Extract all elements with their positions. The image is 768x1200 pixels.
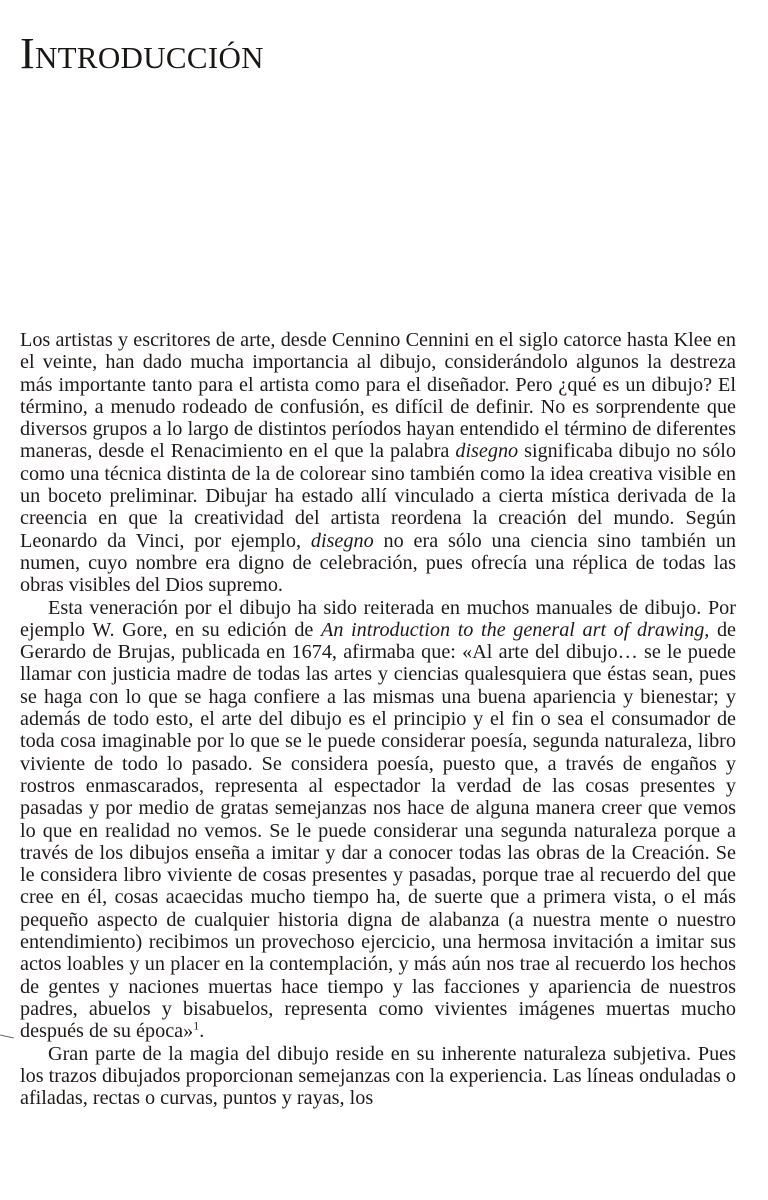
paragraph	[20, 597, 736, 1043]
italic-text: An introduction to the general art of drawing,	[321, 618, 710, 641]
paragraph	[20, 329, 736, 597]
italic-text: disegno	[455, 440, 519, 463]
chapter-title: Introducción	[20, 29, 264, 78]
footnote-reference: 1	[193, 1018, 200, 1033]
paragraph-text: Los artistas y escritores de arte, desde Cennino Cennini en el siglo catorce hasta Klee en el veinte, han dado mucha importancia al dibujo, considerándolo algunos la destreza más importante tanto para el artista como para el diseñador. Pero ¿qué es un dibujo? El término, a menudo rodeado de confusión, es difícil de definir. No es sorprendente que diversos grupos a lo largo de distintos períodos hayan entendido el término de diferentes maneras, desde el Renacimiento en el que la palabra	[20, 329, 736, 463]
margin-pencil-mark	[0, 1035, 14, 1039]
paragraph	[20, 1043, 736, 1110]
paragraph-text: Esta veneración por el dibujo ha sido reiterada en muchos manuales de dibujo. Por ejemplo W. Gore, en su edición de	[20, 596, 736, 641]
paragraph-text: significaba dibujo no sólo como una técnica distinta de la de colorear sino también como la idea creativa visible en un boceto preliminar. Dibujar ha estado allí vinculado a cierta mística derivada de la creencia en que la creatividad del artista reordena la creación del mundo. Según Leonardo da Vinci, por ejemplo,	[20, 440, 736, 552]
paragraph-text: .	[199, 1020, 205, 1043]
body-text	[20, 329, 736, 1109]
paragraph-text: de Gerardo de Brujas, publicada en 1674, afirmaba que: «Al arte del dibujo… se le puede llamar con justicia madre de todas las artes y ciencias qualesquiera que éstas sean, pues se haga con lo que se haga confiere a las mismas una buena apariencia y bienestar; y además de todo esto, el arte del dibujo es el principio y el fin o sea el consumador de toda cosa imaginable por lo que se le puede considerar poesía, segunda naturaleza, libro viviente de todo lo pasado. Se considera poesía, puesto que, a través de engaños y rostros enmascarados, representa al espectador la verdad de las cosas presentes y pasadas y por medio de gratas semejanzas nos hace de alguna manera creer que vemos lo que en realidad no vemos. Se le puede considerar una segunda naturaleza porque a través de los dibujos enseña a imitar y dar a conocer todas las obras de la Creación. Se le considera libro viviente de cosas presentes y pasadas, porque trae al recuerdo del que cree en él, cosas acaecidas mucho tiempo ha, de suerte que a primera vista, o el más pequeño aspecto de cualquier historia digna de alabanza (a nuestra mente o nuestro entendimiento) recibimos un provechoso ejercicio, una hermosa invitación a imitar sus actos loables y un placer en la contemplación, y más aún nos trae al recuerdo los hechos de gentes y naciones muertas hace tiempo y las facciones y apariencia de nuestros padres, abuelos y bisabuelos, representa como vivientes imágenes muertas mucho después de su época»	[20, 618, 736, 1043]
paragraph-text: no era sólo una ciencia sino también un numen, cuyo nombre era digno de celebración, pues ofrecía una réplica de todas las obras visibles del Dios supremo.	[20, 529, 736, 597]
italic-text: disegno	[310, 529, 374, 552]
paragraph-text: Gran parte de la magia del dibujo reside en su inherente naturaleza subjetiva. Pues los trazos dibujados proporcionan semejanzas con la experiencia. Las líneas onduladas o afiladas, rectas o curvas, puntos y rayas, los	[20, 1042, 736, 1110]
